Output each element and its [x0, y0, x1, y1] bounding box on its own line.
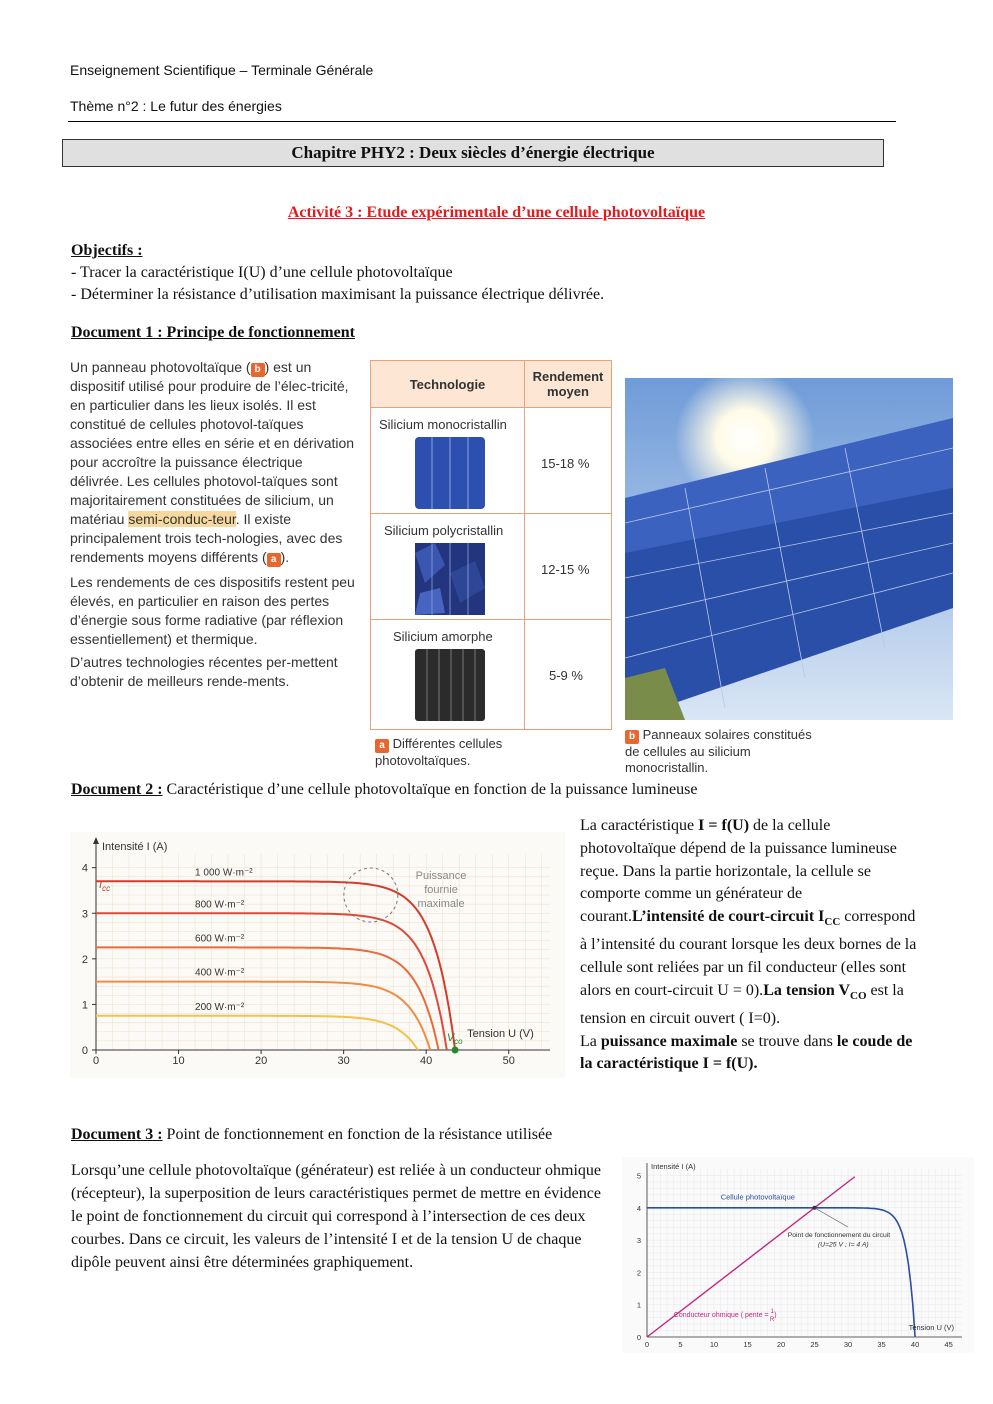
table-divider — [524, 361, 525, 729]
doc2-text-segment: CO — [850, 989, 867, 1002]
x-tick-label: 10 — [709, 1340, 719, 1349]
objective-item: - Tracer la caractéristique I(U) d’une cellule photovoltaïque — [71, 264, 453, 281]
pmax-label: maximale — [417, 898, 465, 911]
series-label: 600 W·m⁻² — [195, 933, 245, 945]
chapter-title: Chapitre PHY2 : Deux siècles d’énergie électrique — [62, 139, 884, 167]
chart-operating-point — [622, 1157, 974, 1353]
pmax-label: fournie — [424, 884, 458, 897]
y-tick-label: 1 — [636, 1300, 641, 1310]
doc2-text-segment: I = f(U) — [698, 817, 750, 834]
solar-panel-photo — [625, 378, 953, 720]
icc-sub: cc — [102, 884, 111, 894]
doc1-text-part: Un panneau photovoltaïque ( — [70, 359, 251, 375]
y-tick-label: 3 — [636, 1236, 641, 1246]
table-divider — [371, 407, 611, 408]
x-tick-label: 30 — [843, 1340, 853, 1349]
chart-iv-characteristic — [70, 832, 565, 1078]
point-label: Point de fonctionnement du circuit — [787, 1231, 891, 1239]
x-axis-label: Tension U (V) — [908, 1322, 954, 1332]
doc2-title: Document 2 : — [71, 781, 163, 798]
x-tick-label: 5 — [678, 1340, 683, 1349]
table-header-technology: Technologie — [371, 361, 524, 407]
monocrystalline-cell-image — [415, 437, 485, 509]
polycrystalline-cell-image — [415, 543, 485, 615]
table-divider — [371, 619, 611, 620]
y-tick-label: 4 — [81, 862, 88, 875]
doc3-text: Lorsqu’une cellule photovoltaïque (générateur) est reliée à un conducteur ohmique (récepteur), la superposition de leurs caractéristiques permet de mettre en évidence le point de fonctionnement du circuit qui correspond à l’intersection de ces deux courbes. Dans ce circuit, les valeurs de l’intensité I et de la tension U de chaque dipôle peuvent ainsi être déterminées graphiquement. — [71, 1162, 602, 1271]
table-divider — [371, 513, 611, 514]
doc1-text — [70, 358, 355, 691]
vco-point — [452, 1047, 459, 1054]
header-rule — [68, 121, 896, 122]
doc3-subtitle: Point de fonctionnement en fonction de la résistance utilisée — [162, 1126, 553, 1143]
chart1-axes — [92, 837, 550, 1054]
doc2-text — [580, 815, 925, 1076]
ohm-label-part: ) — [774, 1311, 777, 1319]
doc2-text-segment: est la tension en circuit ouvert ( I=0). — [580, 981, 904, 1027]
point-values: (U=25 V ; I= 4 A) — [817, 1241, 869, 1249]
x-axis-label: Tension U (V) — [467, 1028, 534, 1041]
caption-a — [375, 736, 575, 769]
ohm-label-part: R — [769, 1316, 775, 1323]
doc1-text-part: ) est un dispositif utilisé pour produire de l’élec-tricité, en particulier dans les lieux isolés. Il est constitué de cellules photovol-taïques associées entre elles en série et en dérivation pour accroître la puissance électrique délivrée. Les cellules photovol-taïques sont majoritairement constituées de silicium, un matériau — [70, 359, 355, 527]
badge-b: b — [625, 730, 639, 744]
y-tick-label: 1 — [81, 999, 88, 1012]
doc2-text-segment: correspond à l’intensité du courant lorsque les deux bornes de la cellule sont reliées par un fil conducteur (elles sont alors en court-circuit U = 0). — [580, 908, 917, 999]
vco-label — [447, 1032, 463, 1046]
vco-sub: co — [454, 1036, 463, 1046]
amorphous-cell-image — [415, 649, 485, 721]
ohm-label-part: Conducteur ohmique ( pente = — [673, 1311, 771, 1319]
x-tick-label: 35 — [877, 1340, 886, 1349]
y-axis-arrow — [93, 837, 99, 844]
objectives-title: Objectifs : — [71, 242, 143, 259]
doc2-text-segment: de la cellule photovoltaïque dépend de la puissance lumineuse reçue. Dans la partie horizontale, la cellule se comporte comme un générateur de courant. — [580, 817, 897, 926]
x-tick-label: 40 — [910, 1340, 920, 1349]
doc3-heading — [71, 1124, 552, 1146]
x-tick-label: 30 — [337, 1055, 350, 1067]
y-tick-label: 4 — [636, 1203, 641, 1213]
cell-label: Cellule photovoltaïque — [720, 1192, 795, 1202]
doc2-text-segment: La tension V — [763, 981, 851, 999]
series-label: 1 000 W·m⁻² — [195, 867, 253, 879]
objectives — [71, 240, 604, 306]
table-cell-value: 12-15 % — [541, 562, 590, 577]
table-cell-name: Silicium amorphe — [393, 629, 493, 644]
y-tick-label: 0 — [81, 1045, 88, 1057]
badge-b: b — [251, 363, 265, 377]
chart1-series — [96, 868, 459, 1053]
x-tick-label: 15 — [743, 1340, 752, 1349]
header-theme: Thème n°2 : Le futur des énergies — [70, 98, 282, 114]
doc1-text-part: . Il existe principalement trois tech-nologies, avec des rendements moyens différents ( — [70, 511, 343, 565]
series-label: 400 W·m⁻² — [195, 967, 245, 979]
badge-a: a — [267, 553, 281, 567]
table-cell-value: 15-18 % — [541, 456, 590, 471]
doc1-text-para2: Les rendements de ces dispositifs restent peu élevés, en particulier en raison des pertes d’énergie sous forme radiative (par réflexion essentiellement) et thermique. — [70, 574, 355, 647]
y-axis-label: Intensité I (A) — [651, 1162, 696, 1171]
icc-main: I — [99, 879, 103, 892]
pointer-line — [815, 1208, 849, 1227]
x-tick-label: 45 — [944, 1340, 953, 1349]
activity-title: Activité 3 : Etude expérimentale d’une cellule photovoltaïque — [287, 204, 706, 221]
doc2-subtitle: Caractéristique d’une cellule photovoltaïque en fonction de la puissance lumineuse — [162, 781, 698, 798]
highlight-semiconductor: semi-conduc-teur — [128, 511, 236, 527]
y-tick-label: 3 — [81, 908, 88, 921]
series-label: 200 W·m⁻² — [195, 1001, 245, 1013]
caption-b-text: Panneaux solaires constitués de cellules au silicium monocristallin. — [625, 727, 812, 775]
y-tick-label: 2 — [81, 953, 88, 966]
ohm-label-part: 1 — [770, 1308, 774, 1315]
table-cell-name: Silicium polycristallin — [384, 523, 504, 538]
x-tick-label: 25 — [810, 1340, 819, 1349]
doc2-text-segment: La — [580, 1032, 601, 1050]
table-header-efficiency: Rendement moyen — [525, 361, 611, 407]
header-course: Enseignement Scientifique – Terminale Générale — [70, 62, 374, 78]
chart3-axes — [647, 1163, 962, 1337]
chart1-grid — [96, 854, 550, 1050]
doc1-text-para3: D’autres technologies récentes per-mettent d’obtenir de meilleurs rende-ments. — [70, 654, 338, 689]
series-line — [96, 1016, 418, 1050]
vco-main: V — [446, 1031, 455, 1044]
y-tick-label: 2 — [636, 1268, 641, 1278]
doc2-text-segment: puissance maximale — [600, 1032, 738, 1050]
y-tick-label: 5 — [636, 1171, 641, 1181]
objective-item: - Déterminer la résistance d’utilisation maximisant la puissance électrique délivrée. — [71, 286, 605, 303]
x-tick-label: 10 — [172, 1055, 185, 1067]
caption-a-text: Différentes cellules photovoltaïques. — [375, 736, 503, 768]
doc1-title: Document 1 : Principe de fonctionnement — [71, 324, 355, 341]
doc1-text-part: ). — [280, 549, 290, 565]
doc2-text-segment: La caractéristique — [580, 817, 699, 834]
x-tick-label: 20 — [254, 1055, 268, 1067]
doc2-heading — [71, 779, 697, 801]
doc2-text-segment: se trouve dans — [737, 1032, 837, 1050]
doc2-text-segment: CC — [824, 916, 841, 929]
x-tick-label: 20 — [776, 1340, 786, 1349]
table-cell-value: 5-9 % — [549, 668, 583, 683]
caption-b — [625, 727, 825, 776]
doc1-figure — [60, 350, 955, 778]
doc3-title: Document 3 : — [71, 1126, 163, 1143]
y-axis-label: Intensité I (A) — [102, 841, 168, 853]
pmax-label: Puissance — [415, 870, 467, 883]
doc2-text-segment: L’intensité de court-circuit I — [631, 908, 825, 926]
efficiency-table — [370, 360, 612, 730]
table-cell-name: Silicium monocristallin — [379, 417, 507, 432]
x-tick-label: 0 — [92, 1055, 100, 1067]
badge-a: a — [375, 739, 389, 753]
series-label: 800 W·m⁻² — [195, 899, 245, 911]
x-tick-label: 50 — [502, 1055, 515, 1067]
x-tick-label: 40 — [420, 1055, 433, 1067]
series-line — [96, 947, 439, 1050]
y-tick-label: 0 — [636, 1333, 641, 1342]
x-tick-label: 0 — [644, 1340, 650, 1349]
doc2-text-segment: le coude de la caractéristique I = f(U). — [580, 1032, 913, 1073]
chart1-labels — [82, 841, 534, 1067]
